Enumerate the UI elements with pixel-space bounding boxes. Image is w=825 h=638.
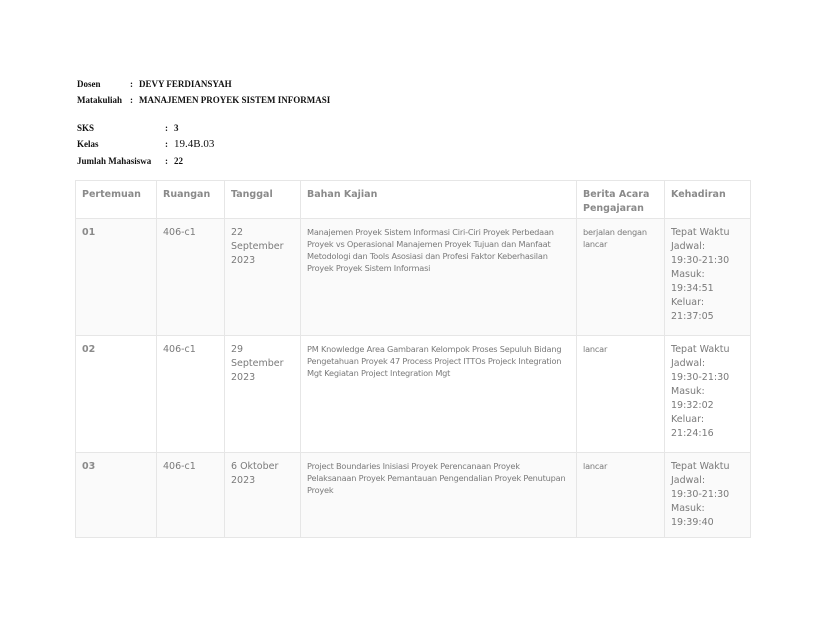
cell-berita-acara: lancar (577, 336, 665, 453)
jumlah-value: 22 (174, 156, 183, 166)
cell-bahan-kajian: PM Knowledge Area Gambaran Kelompok Proses Sepuluh Bidang Pengetahuan Proyek 47 Process Project ITTOs Projeck Integration Mgt Kegiatan Project Integration Mgt (301, 336, 577, 453)
cell-bahan-kajian: Project Boundaries Inisiasi Proyek Perencanaan Proyek Pelaksanaan Proyek Pemantauan Pengendalian Proyek Penutupan Proyek (301, 453, 577, 538)
kehadiran-keluar-label: Keluar: (671, 297, 705, 308)
cell-pertemuan: 03 (76, 453, 157, 538)
attendance-table (75, 180, 751, 538)
kehadiran-keluar-label: Keluar: (671, 414, 705, 425)
cell-bahan-kajian: Manajemen Proyek Sistem Informasi Ciri-Ciri Proyek Perbedaan Proyek vs Operasional Manajemen Proyek Tujuan dan Manfaat Metodologi dan Tools Asosiasi dan Profesi Faktor Keberhasilan Proyek Proyek Sistem Informasi (301, 219, 577, 336)
cell-kehadiran (665, 219, 751, 336)
header-berita-acara: Berita Acara Pengajaran (577, 181, 665, 219)
matakuliah-colon: : (130, 95, 133, 105)
kehadiran-status: Tepat Waktu (671, 461, 730, 472)
kehadiran-jadwal-value: 19:30-21:30 (671, 372, 730, 383)
cell-pertemuan: 02 (76, 336, 157, 453)
dosen-label: Dosen (77, 79, 101, 89)
kelas-label: Kelas (77, 139, 99, 149)
kehadiran-jadwal-label: Jadwal: (671, 241, 706, 252)
header-kehadiran: Kehadiran (665, 181, 751, 219)
table-row (76, 219, 751, 336)
sks-colon: : (165, 123, 168, 133)
kehadiran-status: Tepat Waktu (671, 227, 730, 238)
kehadiran-masuk-value: 19:34:51 (671, 283, 714, 294)
kelas-value: 19.4B.03 (174, 138, 215, 150)
jumlah-label: Jumlah Mahasiswa (77, 156, 152, 166)
cell-berita-acara: lancar (577, 453, 665, 538)
cell-tanggal: 22 September 2023 (225, 219, 301, 336)
kehadiran-jadwal-label: Jadwal: (671, 358, 706, 369)
cell-kehadiran (665, 453, 751, 538)
kehadiran-jadwal-label: Jadwal: (671, 475, 706, 486)
sks-label: SKS (77, 123, 95, 133)
matakuliah-label: Matakuliah (77, 95, 123, 105)
kehadiran-masuk-value: 19:39:40 (671, 517, 714, 528)
kehadiran-keluar-value: 21:24:16 (671, 428, 714, 439)
cell-pertemuan: 01 (76, 219, 157, 336)
table-row (76, 453, 751, 538)
dosen-colon: : (130, 79, 133, 89)
kelas-colon: : (165, 139, 168, 149)
header-ruangan: Ruangan (157, 181, 225, 219)
header-bahan-kajian: Bahan Kajian (301, 181, 577, 219)
kehadiran-status: Tepat Waktu (671, 344, 730, 355)
table-row (76, 336, 751, 453)
header-pertemuan: Pertemuan (76, 181, 157, 219)
table-header-row (76, 181, 751, 219)
cell-ruangan: 406-c1 (157, 336, 225, 453)
kehadiran-masuk-label: Masuk: (671, 503, 705, 514)
kehadiran-masuk-label: Masuk: (671, 386, 705, 397)
kehadiran-jadwal-value: 19:30-21:30 (671, 255, 730, 266)
jumlah-colon: : (165, 156, 168, 166)
cell-ruangan: 406-c1 (157, 453, 225, 538)
cell-kehadiran (665, 336, 751, 453)
kehadiran-masuk-label: Masuk: (671, 269, 705, 280)
kehadiran-jadwal-value: 19:30-21:30 (671, 489, 730, 500)
kehadiran-keluar-value: 21:37:05 (671, 311, 714, 322)
matakuliah-value: MANAJEMEN PROYEK SISTEM INFORMASI (139, 95, 331, 105)
sks-value: 3 (174, 123, 179, 133)
dosen-value: DEVY FERDIANSYAH (139, 79, 232, 89)
cell-tanggal: 6 Oktober 2023 (225, 453, 301, 538)
cell-ruangan: 406-c1 (157, 219, 225, 336)
header-tanggal: Tanggal (225, 181, 301, 219)
cell-berita-acara: berjalan dengan lancar (577, 219, 665, 336)
cell-tanggal: 29 September 2023 (225, 336, 301, 453)
kehadiran-masuk-value: 19:32:02 (671, 400, 714, 411)
